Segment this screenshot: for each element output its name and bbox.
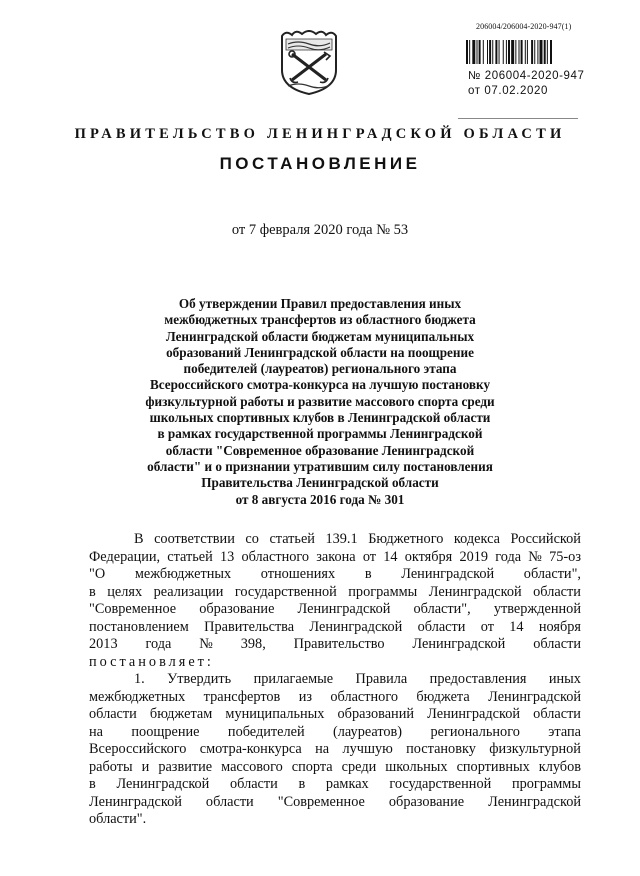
word: Федерации, bbox=[89, 548, 161, 565]
word: от bbox=[480, 618, 494, 635]
item-line bbox=[89, 689, 581, 707]
document-heading bbox=[140, 296, 500, 508]
barcode-bar bbox=[547, 40, 548, 64]
heading-line: школьных спортивных клубов в Ленинградской области bbox=[149, 410, 491, 426]
word: № bbox=[528, 548, 542, 565]
barcode-bar bbox=[550, 40, 552, 64]
word: области bbox=[533, 706, 581, 722]
heading-line: области "Современное образование Ленинградской bbox=[165, 442, 475, 458]
document-type: ПОСТАНОВЛЕНИЕ bbox=[219, 154, 421, 173]
word: года bbox=[145, 636, 172, 652]
word: работы bbox=[89, 758, 133, 775]
barcode-bar bbox=[521, 40, 523, 64]
barcode-bar bbox=[511, 40, 514, 64]
word: постановлением bbox=[89, 618, 189, 635]
barcode-bar bbox=[540, 40, 543, 64]
heading-line: Ленинградской области бюджетам муниципальных bbox=[165, 328, 475, 344]
item-line bbox=[89, 671, 581, 689]
word: муниципальных bbox=[225, 706, 325, 722]
word: области", bbox=[523, 566, 581, 582]
item-line: области". bbox=[89, 811, 147, 827]
item-line bbox=[89, 776, 581, 794]
word: на bbox=[315, 741, 330, 757]
barcode-bar bbox=[537, 40, 538, 64]
preamble-line bbox=[89, 619, 581, 637]
word: Ленинградской bbox=[116, 776, 210, 792]
registration-number: № 206004-2020-947 bbox=[468, 70, 585, 82]
word: области bbox=[205, 793, 254, 810]
word: отношениях bbox=[260, 566, 336, 582]
word: прилагаемые bbox=[253, 671, 334, 687]
word: в bbox=[364, 566, 372, 582]
heading-line: межбюджетных трансфертов из областного бюджета bbox=[164, 312, 476, 328]
barcode-bar bbox=[495, 40, 497, 64]
word: поощрение bbox=[131, 723, 200, 740]
word: государственной bbox=[234, 583, 337, 600]
barcode-bar bbox=[508, 40, 510, 64]
word: Ленинградской bbox=[297, 601, 391, 617]
word: победителей bbox=[227, 723, 305, 740]
heading-line: области" и о признании утратившим силу постановления bbox=[147, 458, 493, 474]
word: области bbox=[417, 618, 466, 635]
word: спорта bbox=[291, 758, 333, 775]
word: областного bbox=[330, 688, 398, 705]
word: утвержденной bbox=[493, 601, 581, 617]
word: спортивных bbox=[456, 758, 530, 775]
word: статьей bbox=[269, 531, 315, 547]
word: Ленинградской bbox=[428, 583, 522, 600]
word: Правительство bbox=[293, 636, 385, 652]
word: октября bbox=[404, 548, 453, 565]
barcode-bar bbox=[466, 40, 468, 64]
heading-line: Всероссийского смотра-конкурса на лучшую постановку bbox=[149, 377, 491, 393]
word: Всероссийского bbox=[89, 741, 187, 757]
word: со bbox=[245, 531, 259, 547]
word: области bbox=[230, 776, 278, 792]
item-line bbox=[89, 724, 581, 742]
word: среди bbox=[341, 758, 377, 775]
word: 1. bbox=[134, 671, 145, 687]
barcode-bar bbox=[479, 40, 481, 64]
word: школьных bbox=[385, 758, 448, 775]
word: образование bbox=[388, 793, 465, 810]
word: Утвердить bbox=[167, 671, 232, 687]
word: регионального bbox=[430, 723, 520, 740]
word: от bbox=[362, 548, 377, 565]
word: 2019 bbox=[459, 548, 489, 565]
heading-line: физкультурной работы и развитие массового спорта среди bbox=[145, 393, 495, 409]
word: 14 bbox=[509, 618, 524, 635]
word: и bbox=[141, 758, 150, 775]
word: Ленинградской bbox=[89, 793, 182, 810]
word: программы bbox=[511, 776, 581, 792]
resolves-word: постановляет: bbox=[89, 653, 214, 670]
word: Ленинградской bbox=[488, 793, 581, 810]
barcode-bar bbox=[469, 40, 470, 64]
word: смотра-конкурса bbox=[199, 741, 302, 757]
word: развитие bbox=[158, 758, 213, 775]
word: № bbox=[199, 636, 213, 652]
word: Ленинградской bbox=[427, 706, 521, 722]
word: клубов bbox=[538, 758, 581, 775]
heading-line: от 8 августа 2016 года № 301 bbox=[235, 491, 405, 507]
preamble-line bbox=[89, 584, 581, 602]
word: образований bbox=[337, 706, 415, 722]
word: закона bbox=[316, 548, 356, 565]
barcode-bar bbox=[492, 40, 493, 64]
word: В bbox=[134, 531, 144, 547]
word: "О bbox=[89, 566, 106, 582]
word: области bbox=[533, 636, 581, 652]
word: физкультурной bbox=[489, 741, 581, 757]
barcode-bar bbox=[531, 40, 533, 64]
barcode-bar bbox=[503, 40, 504, 64]
document-date-number: от 7 февраля 2020 года № 53 bbox=[231, 222, 409, 238]
word: программы bbox=[348, 583, 418, 600]
word: этапа bbox=[548, 723, 581, 740]
word: (лауреатов) bbox=[333, 723, 403, 740]
barcode-bar bbox=[489, 40, 491, 64]
item-line bbox=[89, 706, 581, 724]
heading-line: победителей (лауреатов) регионального этапа bbox=[183, 361, 457, 377]
word: из bbox=[298, 688, 312, 705]
word: областного bbox=[241, 548, 310, 565]
word: на bbox=[89, 723, 103, 740]
word: ноября bbox=[538, 618, 581, 635]
heading-line: в рамках государственной программы Ленинградской bbox=[157, 426, 483, 442]
word: Бюджетного bbox=[368, 531, 444, 547]
word: в bbox=[298, 776, 306, 792]
word: целях bbox=[107, 583, 143, 600]
coat-of-arms-emblem bbox=[278, 30, 340, 96]
barcode-bar bbox=[519, 40, 520, 64]
word: постановку bbox=[406, 741, 476, 757]
document-body bbox=[89, 531, 581, 829]
word: массового bbox=[221, 758, 283, 775]
word: трансфертов bbox=[203, 688, 281, 705]
word: в bbox=[89, 776, 96, 792]
word: реализации bbox=[153, 583, 224, 600]
word: 398, bbox=[240, 636, 266, 652]
heading-line: Правительства Ленинградской области bbox=[201, 475, 439, 491]
barcode-bar bbox=[477, 40, 478, 64]
word: соответствии bbox=[154, 531, 235, 547]
word: области", bbox=[413, 601, 471, 617]
barcode-bar bbox=[499, 40, 500, 64]
word: межбюджетных bbox=[89, 688, 186, 705]
preamble-line bbox=[89, 549, 581, 567]
word: лучшую bbox=[342, 741, 393, 757]
word: предоставления bbox=[429, 671, 527, 687]
word: кодекса bbox=[453, 531, 500, 547]
barcode-bar bbox=[487, 40, 488, 64]
barcode-bar bbox=[472, 40, 475, 64]
item-line bbox=[89, 759, 581, 777]
word: года bbox=[495, 548, 522, 565]
word: Ленинградской bbox=[309, 618, 403, 635]
word: Ленинградской bbox=[401, 566, 495, 582]
word: рамках bbox=[325, 776, 369, 792]
word: Российской bbox=[510, 531, 581, 547]
barcode-bar bbox=[527, 40, 528, 64]
word: в bbox=[89, 583, 96, 600]
document-code: 206004/206004-2020-947(1) bbox=[476, 22, 572, 31]
word: Правительства bbox=[204, 618, 295, 635]
word: Ленинградской bbox=[488, 688, 581, 705]
word: 75-оз bbox=[549, 548, 581, 565]
word: 2013 bbox=[89, 636, 118, 652]
heading-line: образований Ленинградской области на поощрение bbox=[166, 344, 474, 360]
preamble-line bbox=[89, 566, 581, 584]
item-line bbox=[89, 741, 581, 759]
word: 13 bbox=[219, 548, 235, 565]
word: 139.1 bbox=[325, 531, 358, 547]
registration-date: от 07.02.2020 bbox=[468, 85, 548, 97]
heading-line: Об утверждении Правил предоставления иных bbox=[178, 296, 462, 311]
item-line bbox=[89, 794, 581, 812]
word: области bbox=[89, 706, 137, 722]
government-title: ПРАВИТЕЛЬСТВО ЛЕНИНГРАДСКОЙ ОБЛАСТИ bbox=[74, 126, 566, 142]
word: межбюджетных bbox=[134, 566, 232, 582]
word: бюджетам bbox=[149, 706, 213, 722]
preamble-line bbox=[89, 636, 581, 654]
word: Правила bbox=[355, 671, 408, 687]
word: статьей bbox=[167, 548, 213, 565]
word: "Современное bbox=[89, 601, 177, 617]
word: государственной bbox=[389, 776, 492, 792]
barcode-bar bbox=[506, 40, 507, 64]
barcode-bar bbox=[515, 40, 516, 64]
word: области bbox=[533, 583, 581, 600]
preamble-line bbox=[89, 601, 581, 619]
barcode bbox=[466, 40, 590, 64]
word: бюджета bbox=[416, 688, 470, 705]
word: 14 bbox=[383, 548, 398, 565]
divider-line bbox=[458, 118, 578, 119]
word: иных bbox=[548, 671, 581, 687]
word: образование bbox=[199, 601, 275, 617]
barcode-bar bbox=[534, 40, 535, 64]
barcode-bar bbox=[483, 40, 484, 64]
preamble-line bbox=[89, 531, 581, 549]
word: "Современное bbox=[277, 793, 365, 810]
barcode-bar bbox=[544, 40, 546, 64]
word: Ленинградской bbox=[412, 636, 506, 652]
barcode-bar bbox=[525, 40, 526, 64]
